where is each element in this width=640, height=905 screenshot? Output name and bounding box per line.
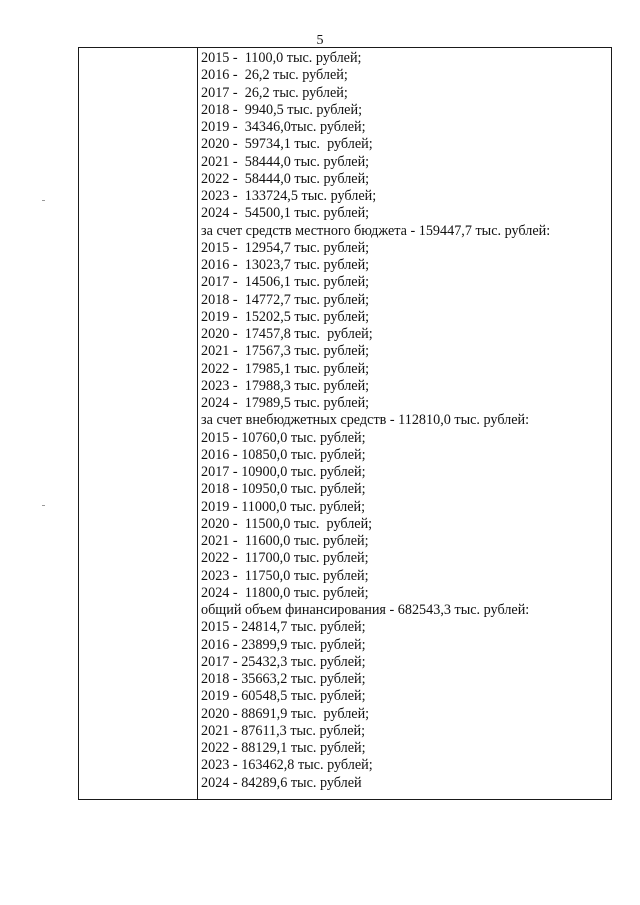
funding-line: 2021 - 58444,0 тыс. рублей; xyxy=(201,153,370,170)
funding-line: 2024 - 54500,1 тыс. рублей; xyxy=(201,205,370,222)
funding-line: 2017 - 14506,1 тыс. рублей; xyxy=(201,274,370,291)
funding-line: 2017 - 26,2 тыс. рублей; xyxy=(201,84,348,101)
funding-line: 2020 - 59734,1 тыс. рублей; xyxy=(201,136,373,153)
funding-line: 2018 - 10950,0 тыс. рублей; xyxy=(201,481,366,498)
funding-line: 2015 - 12954,7 тыс. рублей; xyxy=(201,239,370,256)
funding-line: 2015 - 10760,0 тыс. рублей; xyxy=(201,429,366,446)
funding-line: 2022 - 11700,0 тыс. рублей; xyxy=(201,550,369,567)
funding-line: 2019 - 11000,0 тыс. рублей; xyxy=(201,498,366,515)
funding-line: 2021 - 87611,3 тыс. рублей; xyxy=(201,722,366,739)
table-content-column xyxy=(201,50,607,792)
funding-line: 2015 - 1100,0 тыс. рублей; xyxy=(201,50,362,66)
funding-line: за счет средств местного бюджета - 159447,7 тыс. рублей: xyxy=(201,222,551,239)
funding-line: 2016 - 26,2 тыс. рублей; xyxy=(201,67,348,84)
funding-line: 2017 - 10900,0 тыс. рублей; xyxy=(201,464,366,480)
funding-line: 2018 - 9940,5 тыс. рублей; xyxy=(201,101,363,118)
funding-line: 2020 - 17457,8 тыс. рублей; xyxy=(201,326,373,342)
funding-line: 2024 - 17989,5 тыс. рублей; xyxy=(201,395,370,411)
funding-line: 2020 - 11500,0 тыс. рублей; xyxy=(201,515,373,532)
funding-line: 2023 - 163462,8 тыс. рублей; xyxy=(201,757,373,774)
scan-mark xyxy=(42,505,45,506)
funding-line: 2015 - 24814,7 тыс. рублей; xyxy=(201,619,366,636)
funding-line: 2022 - 58444,0 тыс. рублей; xyxy=(201,170,370,187)
funding-line: 2021 - 11600,0 тыс. рублей; xyxy=(201,533,369,549)
funding-line: 2020 - 88691,9 тыс. рублей; xyxy=(201,705,370,722)
funding-line: 2017 - 25432,3 тыс. рублей; xyxy=(201,653,366,670)
funding-line: 2023 - 17988,3 тыс. рублей; xyxy=(201,377,370,394)
funding-line: 2024 - 11800,0 тыс. рублей; xyxy=(201,584,369,601)
scan-mark xyxy=(42,200,45,201)
funding-line: за счет внебюджетных средств - 112810,0 тыс. рублей: xyxy=(201,412,530,429)
funding-line: 2019 - 15202,5 тыс. рублей; xyxy=(201,308,370,325)
funding-line: 2024 - 84289,6 тыс. рублей xyxy=(201,774,362,791)
funding-line: 2016 - 23899,9 тыс. рублей; xyxy=(201,636,366,653)
funding-line: 2023 - 133724,5 тыс. рублей; xyxy=(201,188,377,204)
page-number: 5 xyxy=(316,33,324,48)
funding-line: 2022 - 88129,1 тыс. рублей; xyxy=(201,740,366,756)
table-label-column xyxy=(79,48,198,799)
funding-line: 2022 - 17985,1 тыс. рублей; xyxy=(201,360,370,377)
funding-line: 2018 - 35663,2 тыс. рублей; xyxy=(201,671,366,687)
funding-line: 2023 - 11750,0 тыс. рублей; xyxy=(201,567,369,584)
funding-table xyxy=(78,47,612,800)
funding-line: общий объем финансирования - 682543,3 тыс. рублей: xyxy=(201,602,530,618)
funding-line: 2016 - 10850,0 тыс. рублей; xyxy=(201,446,366,463)
funding-line: 2018 - 14772,7 тыс. рублей; xyxy=(201,291,370,308)
funding-line: 2021 - 17567,3 тыс. рублей; xyxy=(201,343,370,360)
funding-line: 2016 - 13023,7 тыс. рублей; xyxy=(201,257,370,273)
funding-line: 2019 - 60548,5 тыс. рублей; xyxy=(201,688,366,705)
funding-line: 2019 - 34346,0тыс. рублей; xyxy=(201,119,366,135)
